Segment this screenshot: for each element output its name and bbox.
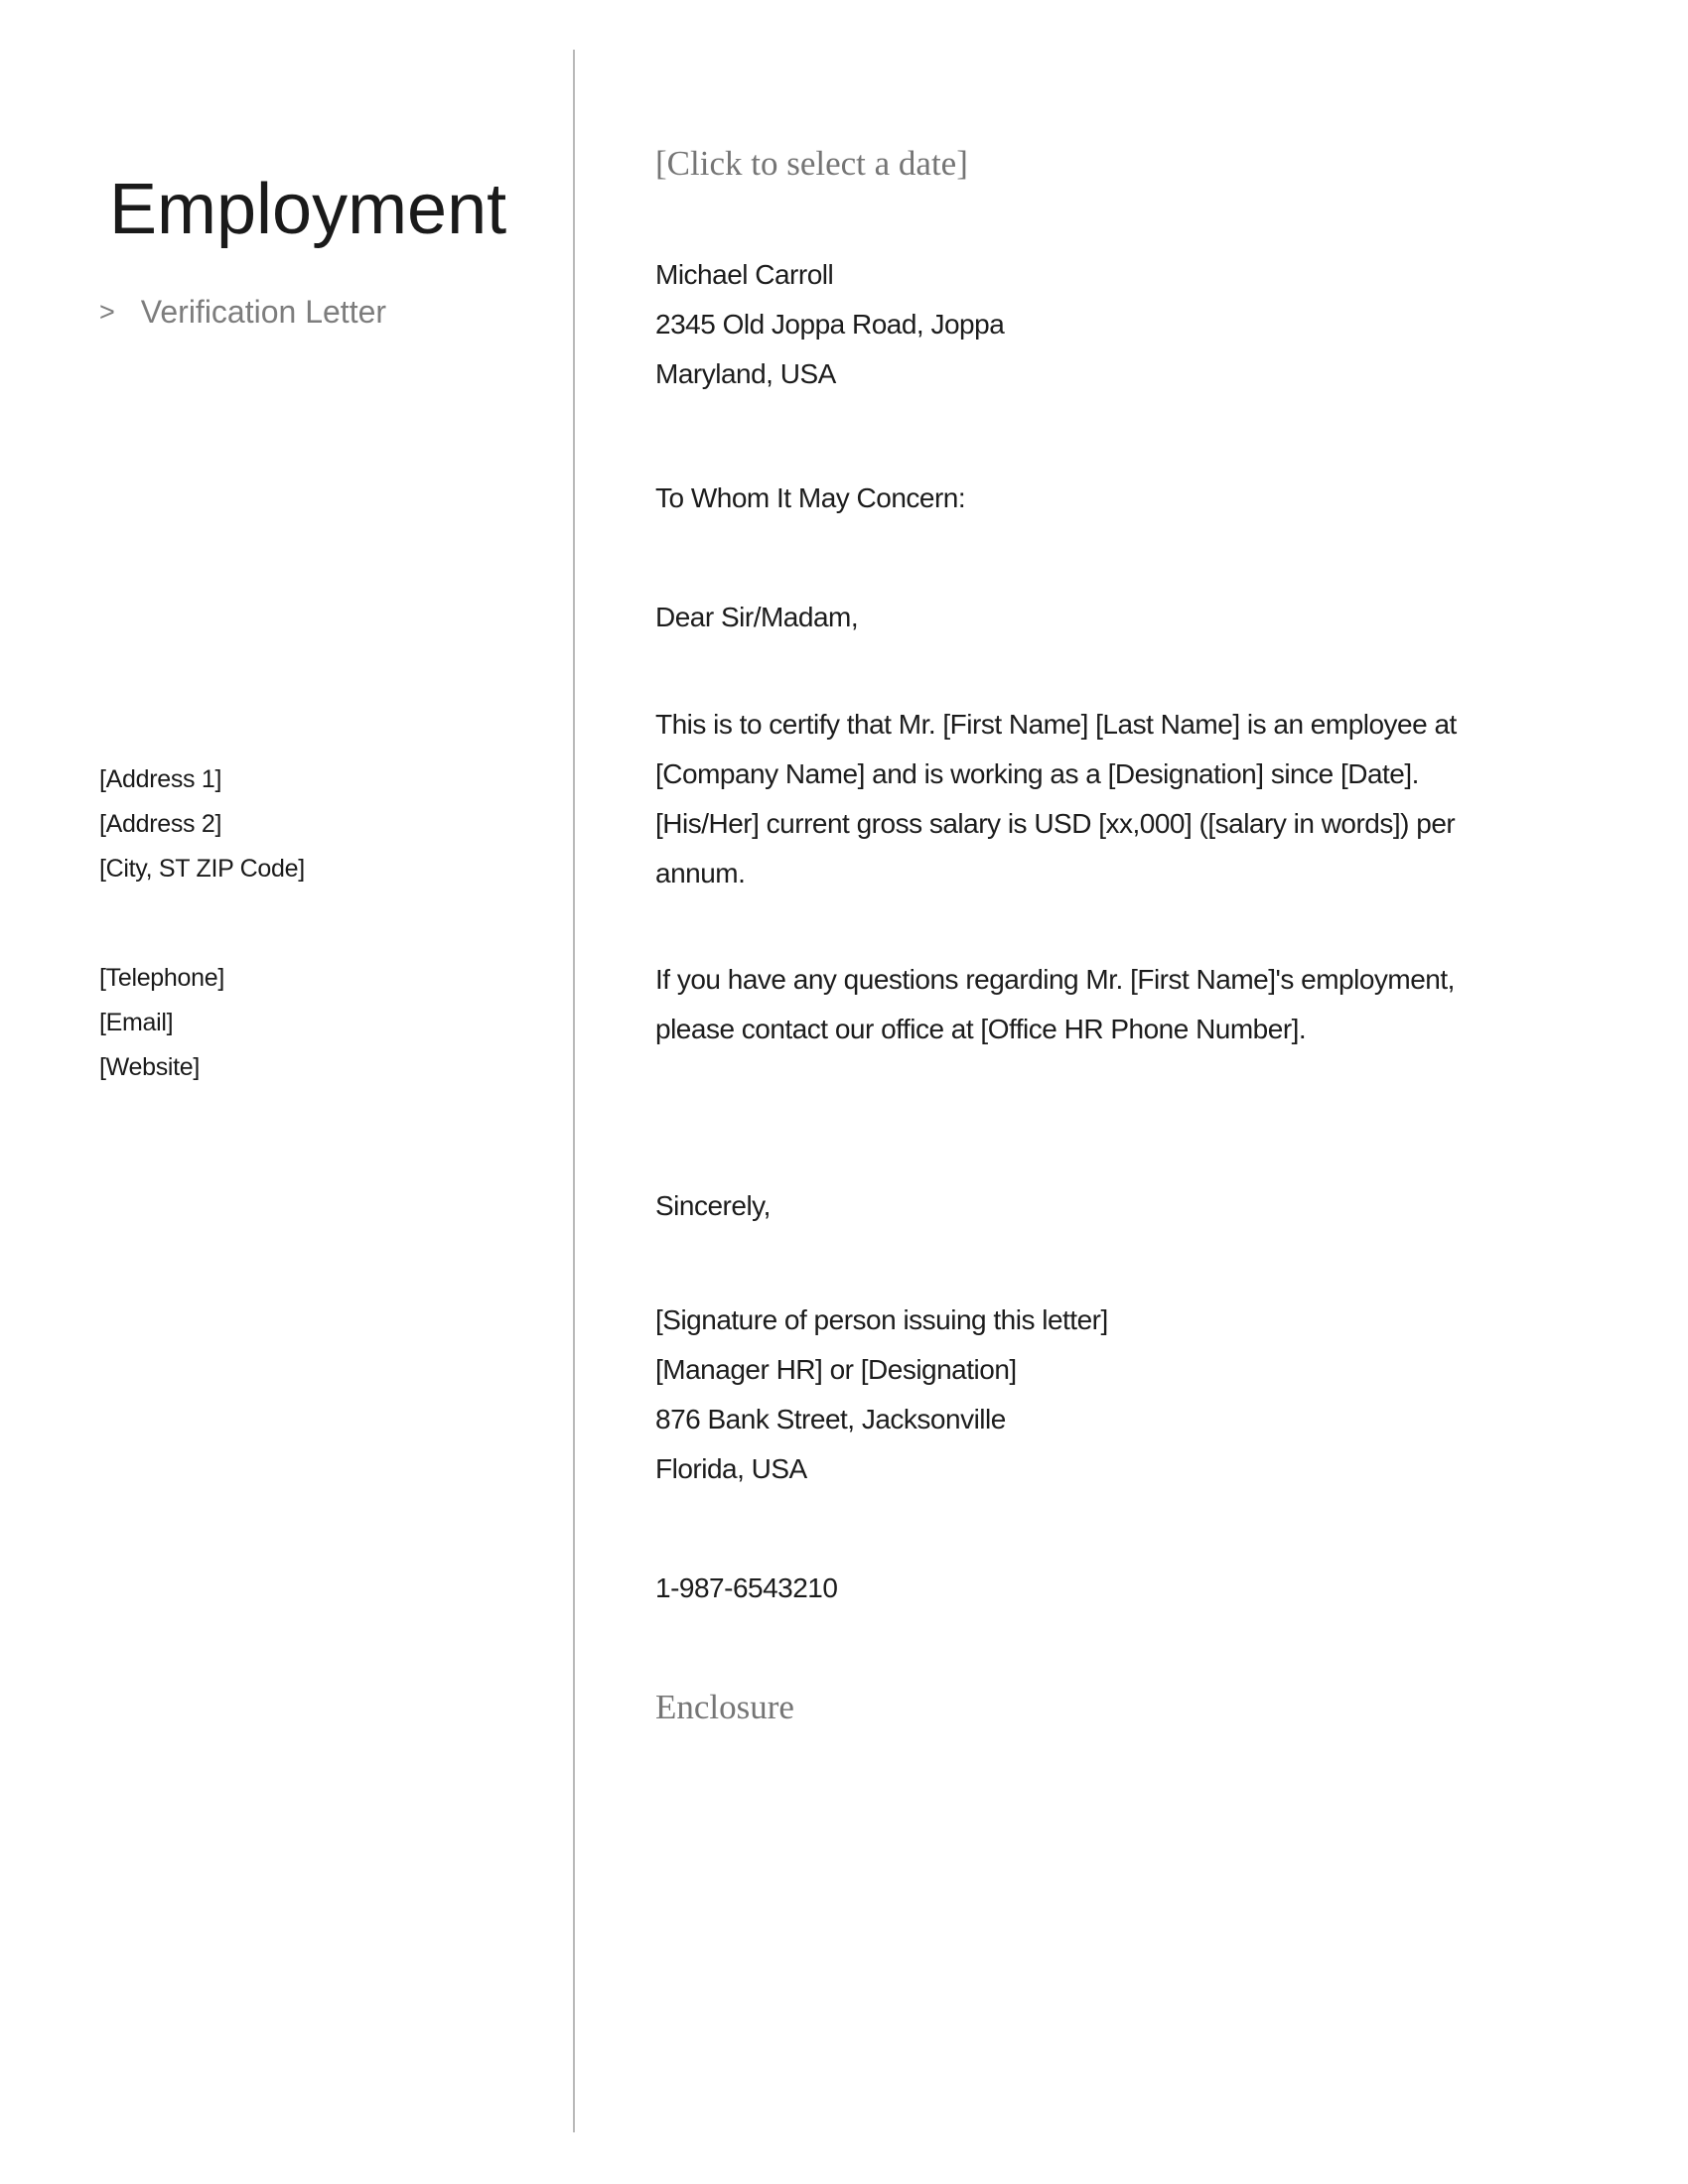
document-title: Employment (109, 170, 507, 249)
recipient-street: 2345 Old Joppa Road, Joppa (655, 309, 1005, 340)
telephone-placeholder: [Telephone] (99, 964, 224, 992)
contact-questions-paragraph (655, 955, 1455, 1054)
to-whom-it-may-concern-line: To Whom It May Concern: (655, 482, 966, 513)
recipient-state-country: Maryland, USA (655, 358, 836, 389)
signer-street-address: 876 Bank Street, Jacksonville (655, 1404, 1006, 1434)
closing-sincerely-line: Sincerely, (655, 1190, 771, 1221)
dear-sir-madam-line: Dear Sir/Madam, (655, 602, 859, 632)
paragraph-line: please contact our office at [Office HR Phone Number]. (655, 1014, 1307, 1044)
address-line-1-placeholder: [Address 1] (99, 765, 222, 793)
recipient-address-block (655, 250, 1004, 399)
signer-phone-number: 1-987-6543210 (655, 1572, 838, 1603)
sender-address-block (99, 757, 305, 891)
city-state-zip-placeholder: [City, ST ZIP Code] (99, 855, 305, 883)
signer-designation-placeholder: [Manager HR] or [Designation] (655, 1354, 1017, 1385)
paragraph-line: This is to certify that Mr. [First Name] [Last Name] is an employee at (655, 709, 1457, 740)
sender-contact-block (99, 956, 224, 1090)
email-placeholder: [Email] (99, 1009, 174, 1036)
address-line-2-placeholder: [Address 2] (99, 810, 222, 838)
paragraph-line: If you have any questions regarding Mr. [First Name]'s employment, (655, 964, 1455, 995)
document-subtitle (99, 294, 386, 331)
paragraph-line: annum. (655, 858, 746, 888)
document-subtitle-label: Verification Letter (140, 294, 387, 330)
chevron-right-icon: > (99, 297, 115, 327)
paragraph-line: [Company Name] and is working as a [Designation] since [Date]. (655, 758, 1419, 789)
column-divider-line (573, 50, 575, 2132)
signature-placeholder: [Signature of person issuing this letter] (655, 1304, 1108, 1335)
signer-state-country: Florida, USA (655, 1453, 807, 1484)
paragraph-line: [His/Her] current gross salary is USD [xx,000] ([salary in words]) per (655, 808, 1456, 839)
enclosure-label: Enclosure (655, 1688, 794, 1726)
recipient-name: Michael Carroll (655, 259, 834, 290)
date-picker-placeholder[interactable]: [Click to select a date] (655, 144, 968, 183)
signature-block (655, 1296, 1108, 1494)
certification-paragraph (655, 700, 1457, 898)
website-placeholder: [Website] (99, 1053, 201, 1081)
